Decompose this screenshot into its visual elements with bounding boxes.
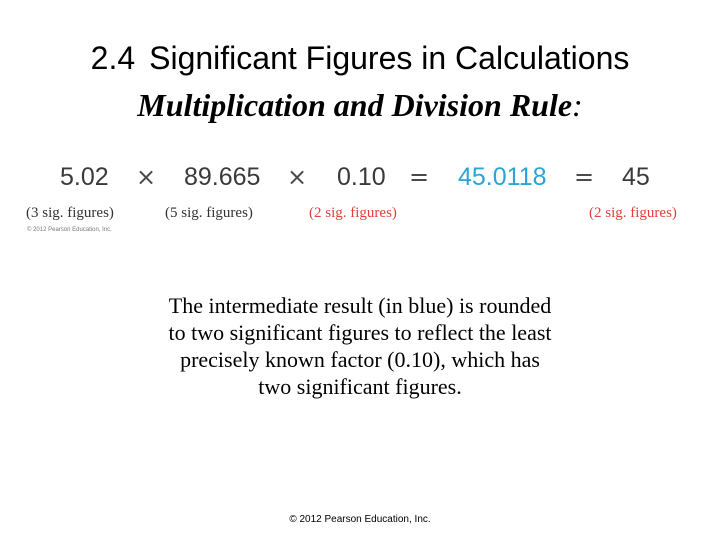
- title-subheading: [0, 85, 720, 125]
- explanation-line: to two significant figures to reflect the least: [168, 320, 552, 345]
- sig-label-factor-2: (5 sig. figures): [165, 205, 253, 221]
- sig-label-factor-1: (3 sig. figures): [26, 205, 114, 221]
- explanation-text: [100, 292, 620, 400]
- equals-sign-1: =: [409, 163, 430, 191]
- explanation-line: two significant figures.: [258, 374, 462, 399]
- explanation-line: precisely known factor (0.10), which has: [180, 347, 540, 372]
- sig-label-factor-3: (2 sig. figures): [309, 205, 397, 221]
- times-sign-2: ×: [287, 163, 308, 191]
- sig-label-result: (2 sig. figures): [589, 205, 677, 221]
- rule-colon: :: [572, 87, 583, 123]
- title-heading: [0, 38, 720, 78]
- section-heading: Significant Figures in Calculations: [149, 40, 630, 76]
- times-sign-1: ×: [136, 163, 157, 191]
- intermediate-result: 45.0118: [458, 163, 547, 191]
- explanation-line: The intermediate result (in blue) is rounded: [168, 293, 552, 318]
- section-number: 2.4: [90, 40, 136, 76]
- equals-sign-2: =: [574, 163, 595, 191]
- figure-credit: © 2012 Pearson Education, Inc.: [27, 227, 112, 233]
- factor-2: 89.665: [184, 163, 261, 191]
- final-result: 45: [622, 163, 650, 191]
- factor-3: 0.10: [337, 163, 386, 191]
- copyright-footer: © 2012 Pearson Education, Inc.: [289, 514, 431, 525]
- rule-name: Multiplication and Division Rule: [137, 87, 573, 123]
- factor-1: 5.02: [60, 163, 109, 191]
